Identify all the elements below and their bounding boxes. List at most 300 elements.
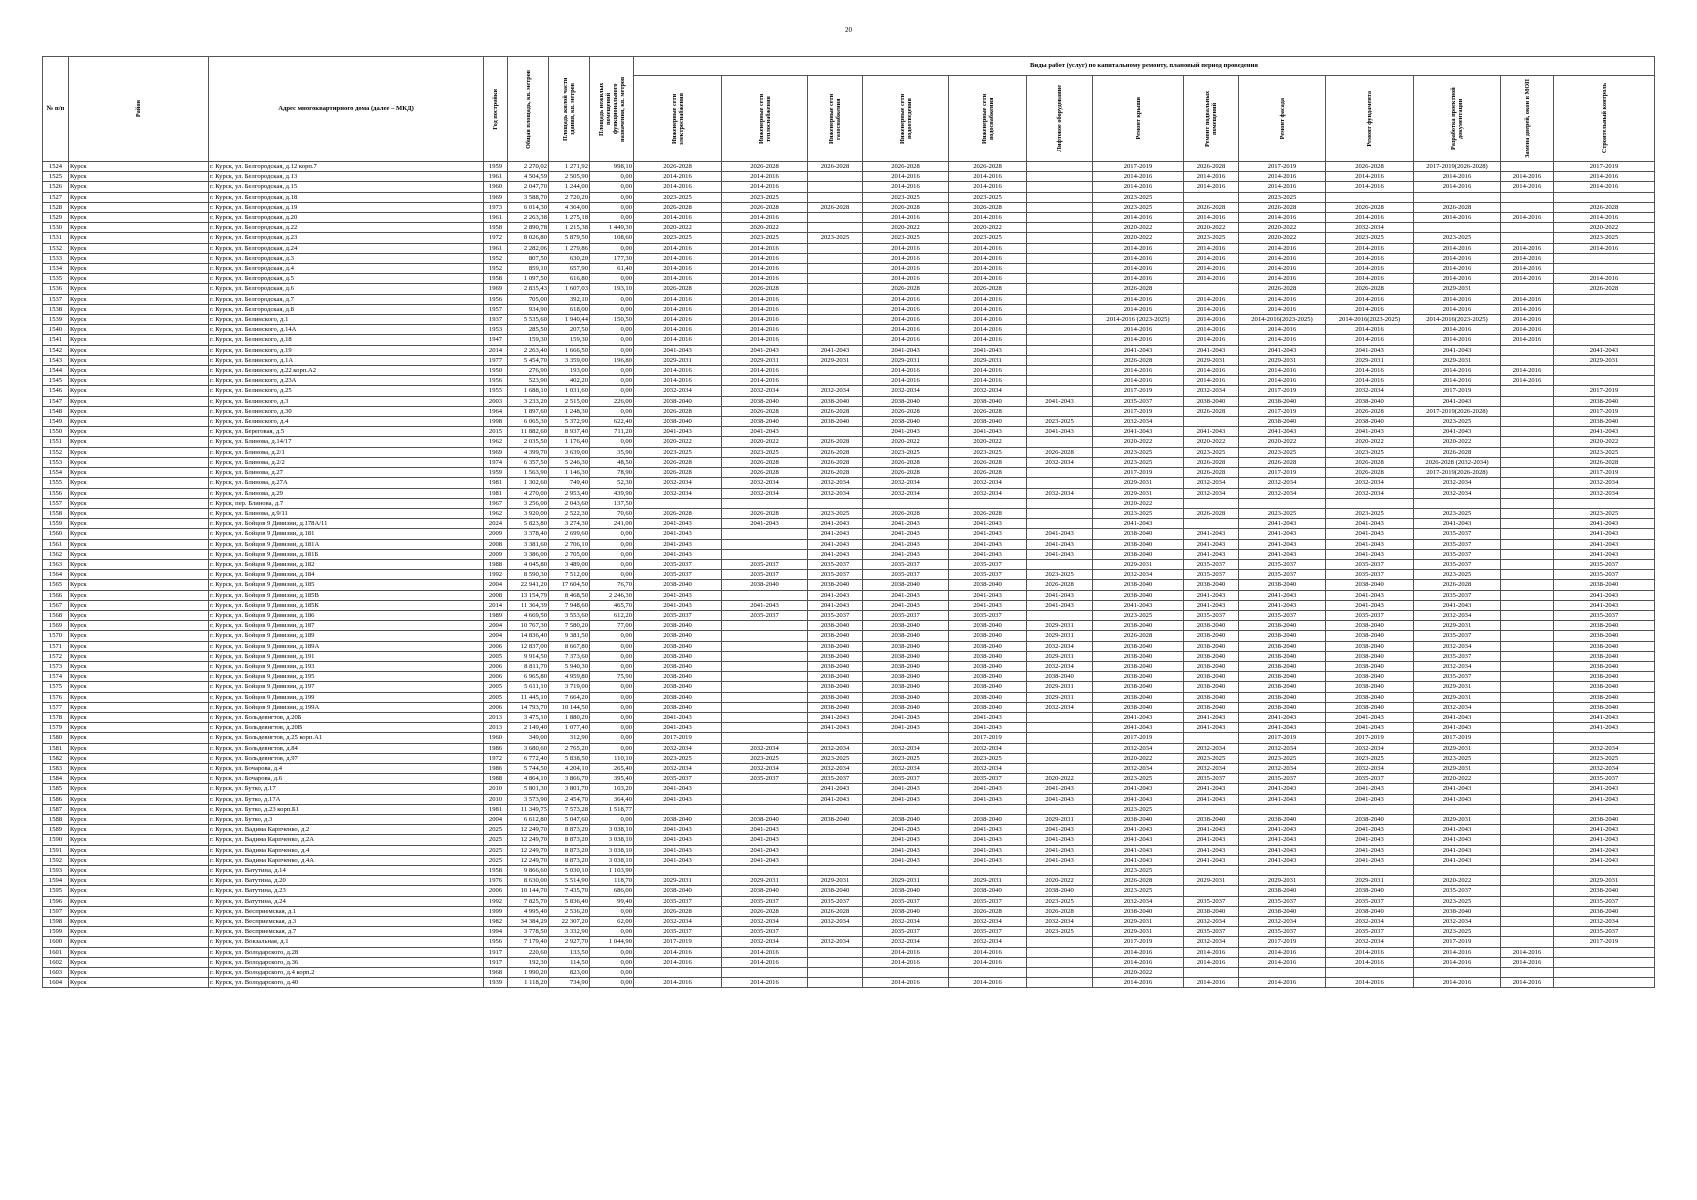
table-cell xyxy=(722,661,808,671)
table-cell: 2032-2034 xyxy=(863,937,949,947)
table-cell: 2017-2019 xyxy=(1239,937,1326,947)
table-cell: 2020-2022 xyxy=(1414,876,1501,886)
table-cell xyxy=(1027,753,1093,763)
table-cell: 2041-2043 xyxy=(1326,600,1414,610)
table-cell: 2014-2016 xyxy=(1239,294,1326,304)
table-cell: 2041-2043 xyxy=(1184,825,1239,835)
table-cell: 2032-2034 xyxy=(949,917,1027,927)
table-cell xyxy=(1501,570,1554,580)
table-cell: 1960 xyxy=(484,182,508,192)
table-cell: 2032-2034 xyxy=(1093,570,1184,580)
table-cell: 2 454,70 xyxy=(549,794,590,804)
table-cell: 2038-2040 xyxy=(863,906,949,916)
table-cell: 1988 xyxy=(484,559,508,569)
table-cell: г. Курск, ул. Бойцов 9 Дивизии, д.184 xyxy=(209,570,484,580)
table-cell: 2014-2016 xyxy=(722,325,808,335)
table-cell: 2035-2037 xyxy=(949,774,1027,784)
table-cell: 2041-2043 xyxy=(1554,825,1655,835)
table-cell xyxy=(1027,386,1093,396)
table-cell: 2023-2025 xyxy=(722,447,808,457)
table-cell: 2038-2040 xyxy=(863,672,949,682)
table-cell: 0,00 xyxy=(590,631,634,641)
table-cell: 2023-2025 xyxy=(863,753,949,763)
table-row xyxy=(43,468,1655,478)
table-row xyxy=(43,478,1655,488)
table-cell: 657,90 xyxy=(549,264,590,274)
table-cell xyxy=(1184,192,1239,202)
table-cell: 2038-2040 xyxy=(1239,886,1326,896)
table-cell: 2032-2034 xyxy=(1184,763,1239,773)
table-cell xyxy=(1027,172,1093,182)
table-cell: 2035-2037 xyxy=(1184,570,1239,580)
table-cell: 2038-2040 xyxy=(1326,396,1414,406)
table-cell: г. Курск, ул. Больдевнгтов, д.20Б xyxy=(209,712,484,722)
table-cell: Курск xyxy=(69,712,209,722)
table-row xyxy=(43,600,1655,610)
table-cell: 2014-2016(2023-2025) xyxy=(1239,315,1326,325)
table-cell: 2038-2040 xyxy=(634,815,722,825)
table-cell: 2032-2034 xyxy=(1184,743,1239,753)
table-cell: 9 381,50 xyxy=(549,631,590,641)
table-cell: 2032-2034 xyxy=(949,937,1027,947)
table-cell: 2014-2016 xyxy=(863,376,949,386)
table-cell xyxy=(1027,366,1093,376)
table-cell: 1603 xyxy=(43,968,69,978)
table-cell: 4 995,40 xyxy=(508,906,549,916)
table-cell: 2041-2043 xyxy=(1414,519,1501,529)
table-cell: 2014-2016 xyxy=(1093,376,1184,386)
table-cell xyxy=(1414,192,1501,202)
table-cell: 2041-2043 xyxy=(1239,600,1326,610)
table-cell: 2014-2016 xyxy=(634,376,722,386)
table-cell: 0,00 xyxy=(590,723,634,733)
table-cell: 2041-2043 xyxy=(1184,600,1239,610)
table-row xyxy=(43,345,1655,355)
table-cell xyxy=(1501,774,1554,784)
table-cell: 2023-2025 xyxy=(1093,192,1184,202)
table-row xyxy=(43,457,1655,467)
table-cell: 2026-2028 xyxy=(722,162,808,172)
table-cell: 2014 xyxy=(484,600,508,610)
table-cell: 3 256,00 xyxy=(508,498,549,508)
table-cell xyxy=(722,539,808,549)
table-cell: 2014-2016 xyxy=(1093,172,1184,182)
table-cell: 2032-2034 xyxy=(1184,917,1239,927)
table-cell: 2041-2043 xyxy=(1239,712,1326,722)
table-cell: 2032-2034 xyxy=(722,478,808,488)
table-cell: 2032-2034 xyxy=(1027,488,1093,498)
table-cell: 22 941,20 xyxy=(508,580,549,590)
table-cell: 616,80 xyxy=(549,274,590,284)
table-cell: 108,60 xyxy=(590,233,634,243)
table-cell: 2035-2037 xyxy=(949,570,1027,580)
table-cell xyxy=(1027,947,1093,957)
table-cell: 2041-2043 xyxy=(1326,590,1414,600)
table-cell: 11 882,60 xyxy=(508,427,549,437)
table-cell xyxy=(1501,192,1554,202)
table-cell: 2029-2031 xyxy=(1093,927,1184,937)
table-cell: 34 384,29 xyxy=(508,917,549,927)
table-cell: 2032-2034 xyxy=(949,478,1027,488)
table-cell: Курск xyxy=(69,406,209,416)
table-cell xyxy=(808,325,863,335)
table-cell: 2023-2025 xyxy=(1184,447,1239,457)
table-cell: 2014-2016 xyxy=(634,274,722,284)
table-cell: г. Курск, ул. Весприемская, д.1 xyxy=(209,906,484,916)
table-cell: 0,00 xyxy=(590,437,634,447)
table-cell: 1569 xyxy=(43,621,69,631)
table-cell: 2041-2043 xyxy=(1093,712,1184,722)
table-cell: 2041-2043 xyxy=(1027,855,1093,865)
table-cell: 2014-2016 xyxy=(1093,243,1184,253)
table-cell: 1969 xyxy=(484,284,508,294)
table-cell: 2014-2016 xyxy=(634,325,722,335)
table-cell: 2026-2028 xyxy=(1554,284,1655,294)
table-cell: 2041-2043 xyxy=(1239,855,1326,865)
table-cell: г. Курск, ул. Белгородская, д.20 xyxy=(209,213,484,223)
table-cell: 2014-2016 xyxy=(1239,335,1326,345)
table-cell xyxy=(1501,345,1554,355)
table-cell: 2014-2016(2023-2025) xyxy=(1414,315,1501,325)
table-cell: 2041-2043 xyxy=(1027,825,1093,835)
table-cell xyxy=(1501,386,1554,396)
table-cell: 1563 xyxy=(43,559,69,569)
table-cell: 2026-2028 xyxy=(634,284,722,294)
table-cell: 2041-2043 xyxy=(863,549,949,559)
table-cell: 0,00 xyxy=(590,213,634,223)
table-cell: 2038-2040 xyxy=(1326,672,1414,682)
table-cell: 2014-2016 xyxy=(1501,264,1554,274)
table-cell: 2029-2031 xyxy=(1554,876,1655,886)
table-cell: 2017-2019 xyxy=(1554,406,1655,416)
table-cell: 2020-2022 xyxy=(1093,753,1184,763)
table-cell: 2035-2037 xyxy=(1184,927,1239,937)
table-cell: 2014-2016 xyxy=(722,172,808,182)
table-cell: 110,10 xyxy=(590,753,634,763)
table-cell: 1529 xyxy=(43,213,69,223)
table-cell: 2041-2043 xyxy=(1554,539,1655,549)
table-cell: 2041-2043 xyxy=(863,855,949,865)
table-cell: 2041-2043 xyxy=(1239,345,1326,355)
table-cell: 2029-2031 xyxy=(863,355,949,365)
table-cell xyxy=(722,529,808,539)
table-cell xyxy=(863,498,949,508)
table-cell: 2014-2016 xyxy=(1501,304,1554,314)
table-cell xyxy=(949,498,1027,508)
table-row xyxy=(43,825,1655,835)
table-row xyxy=(43,366,1655,376)
table-cell xyxy=(1501,427,1554,437)
table-cell: 2041-2043 xyxy=(808,600,863,610)
table-cell: Курск xyxy=(69,896,209,906)
table-cell: 2038-2040 xyxy=(808,661,863,671)
table-cell: 2014-2016 xyxy=(1326,304,1414,314)
table-cell: 2038-2040 xyxy=(1184,580,1239,590)
table-cell: 2020-2022 xyxy=(722,223,808,233)
table-cell: 2041-2043 xyxy=(1554,590,1655,600)
table-cell: 2032-2034 xyxy=(1184,478,1239,488)
table-row xyxy=(43,519,1655,529)
table-cell xyxy=(1554,733,1655,743)
table-cell: 1961 xyxy=(484,243,508,253)
table-cell: 2014-2016 xyxy=(949,947,1027,957)
table-cell: 2038-2040 xyxy=(1093,529,1184,539)
table-cell: 2 927,70 xyxy=(549,937,590,947)
table-cell: 5 836,40 xyxy=(549,896,590,906)
table-cell: 2026-2028 xyxy=(634,406,722,416)
table-cell: 1593 xyxy=(43,866,69,876)
table-cell: 2014-2016 xyxy=(1501,172,1554,182)
table-cell xyxy=(808,284,863,294)
table-cell: 2035-2037 xyxy=(1184,559,1239,569)
table-cell: 2014-2016 xyxy=(634,366,722,376)
table-cell xyxy=(1554,315,1655,325)
table-cell: г. Курск, ул. Бочарова, д.4 xyxy=(209,763,484,773)
table-cell xyxy=(1027,763,1093,773)
table-cell xyxy=(1239,968,1326,978)
table-cell xyxy=(808,927,863,937)
table-cell: 2035-2037 xyxy=(1184,610,1239,620)
table-cell: 1917 xyxy=(484,957,508,967)
table-row xyxy=(43,927,1655,937)
table-cell: 523,90 xyxy=(508,376,549,386)
table-cell: 2035-2037 xyxy=(1414,886,1501,896)
table-cell: 2010 xyxy=(484,794,508,804)
table-cell: 2026-2028 xyxy=(1326,406,1414,416)
table-cell: Курск xyxy=(69,284,209,294)
header-work-type: Инженерные сети водоснабжения xyxy=(949,76,1027,162)
table-cell: 1562 xyxy=(43,549,69,559)
table-cell: 2014-2016 xyxy=(1414,978,1501,988)
table-cell xyxy=(1501,519,1554,529)
table-cell: 2035-2037 xyxy=(634,774,722,784)
table-cell: 2020-2022 xyxy=(1184,437,1239,447)
table-cell: 2038-2040 xyxy=(808,641,863,651)
table-cell: 2014-2016 xyxy=(634,264,722,274)
table-cell: 2038-2040 xyxy=(1239,580,1326,590)
table-cell: 2038-2040 xyxy=(1326,631,1414,641)
table-cell: 2035-2037 xyxy=(1414,549,1501,559)
table-cell: 5 744,50 xyxy=(508,763,549,773)
table-cell: 312,90 xyxy=(549,733,590,743)
table-cell: 2014-2016 xyxy=(1326,957,1414,967)
table-cell: 2035-2037 xyxy=(634,559,722,569)
table-cell: г. Курск, ул. Вадима Карпченко, д.4 xyxy=(209,845,484,855)
table-cell xyxy=(1239,498,1326,508)
table-cell: 2014-2016 xyxy=(1554,274,1655,284)
table-cell: г. Курск, ул. Белгородская, д.13 xyxy=(209,172,484,182)
table-cell: 1538 xyxy=(43,304,69,314)
table-cell: 2041-2043 xyxy=(949,590,1027,600)
table-cell: 6 065,30 xyxy=(508,417,549,427)
table-cell: 2023-2025 xyxy=(863,233,949,243)
table-cell xyxy=(1027,733,1093,743)
table-cell xyxy=(1501,804,1554,814)
table-row xyxy=(43,794,1655,804)
table-cell: г. Курск, ул. Вадима Карпченко, д.2А xyxy=(209,835,484,845)
table-cell: г. Курск, ул. Ватутина, д.24 xyxy=(209,896,484,906)
table-row xyxy=(43,845,1655,855)
table-cell: 2014-2016 xyxy=(1239,264,1326,274)
table-cell: Курск xyxy=(69,172,209,182)
table-cell: 2014-2016 xyxy=(1554,213,1655,223)
table-cell: 2020-2022 xyxy=(634,223,722,233)
table-cell: 1973 xyxy=(484,202,508,212)
table-cell: 2014-2016 xyxy=(1501,957,1554,967)
table-cell: 2038-2040 xyxy=(1093,651,1184,661)
table-cell: 2032-2034 xyxy=(1027,641,1093,651)
table-cell: 2032-2034 xyxy=(808,763,863,773)
table-cell: 1548 xyxy=(43,406,69,416)
table-cell: г. Курск, ул. Больдевнгтов, д.20В xyxy=(209,723,484,733)
table-cell: 2023-2025 xyxy=(634,192,722,202)
table-cell xyxy=(1501,743,1554,753)
table-cell: 2014-2016 xyxy=(1414,304,1501,314)
table-cell: 1999 xyxy=(484,906,508,916)
table-cell: 193,10 xyxy=(590,284,634,294)
table-cell: 2041-2043 xyxy=(1326,519,1414,529)
table-cell: 2 047,70 xyxy=(508,182,549,192)
table-cell: 2026-2028 xyxy=(1093,876,1184,886)
table-row xyxy=(43,876,1655,886)
table-cell: 2014-2016 xyxy=(1239,243,1326,253)
table-cell: 2014-2016 xyxy=(1326,213,1414,223)
table-cell: 2041-2043 xyxy=(1326,794,1414,804)
table-cell: 2014-2016 xyxy=(722,264,808,274)
table-cell xyxy=(1027,437,1093,447)
table-cell: 2041-2043 xyxy=(1554,427,1655,437)
table-cell: 2029-2031 xyxy=(1027,692,1093,702)
table-cell: Курск xyxy=(69,672,209,682)
table-cell: 1578 xyxy=(43,712,69,722)
table-cell: 2038-2040 xyxy=(1184,906,1239,916)
table-cell xyxy=(1554,366,1655,376)
table-cell: 2023-2025 xyxy=(1239,447,1326,457)
table-cell: г. Курск, ул. Больдевнгтов, д.97 xyxy=(209,753,484,763)
table-cell: 7 573,28 xyxy=(549,804,590,814)
table-cell: 2014-2016 xyxy=(1184,274,1239,284)
table-cell: 1976 xyxy=(484,876,508,886)
table-cell xyxy=(1501,417,1554,427)
table-cell: 1962 xyxy=(484,437,508,447)
table-cell: 0,00 xyxy=(590,927,634,937)
table-cell: Курск xyxy=(69,763,209,773)
table-cell: 1 215,38 xyxy=(549,223,590,233)
table-cell: Курск xyxy=(69,315,209,325)
table-cell: 2035-2037 xyxy=(863,927,949,937)
table-cell: 2020-2022 xyxy=(863,223,949,233)
table-cell: 2014-2016 xyxy=(1501,335,1554,345)
table-cell: Курск xyxy=(69,774,209,784)
table-cell xyxy=(1501,672,1554,682)
table-cell: 3 386,00 xyxy=(508,549,549,559)
table-cell: 22 307,20 xyxy=(549,917,590,927)
table-cell: 2023-2025 xyxy=(949,192,1027,202)
table-cell: 2026-2028 xyxy=(949,162,1027,172)
table-cell: 2038-2040 xyxy=(1027,672,1093,682)
table-cell xyxy=(1501,549,1554,559)
table-row xyxy=(43,172,1655,182)
table-cell: 2038-2040 xyxy=(722,815,808,825)
table-cell xyxy=(808,335,863,345)
table-cell xyxy=(1554,335,1655,345)
table-cell: 2020-2022 xyxy=(1093,437,1184,447)
table-cell: 2041-2043 xyxy=(1239,835,1326,845)
table-cell: 2014-2016 xyxy=(722,182,808,192)
table-cell: 2038-2040 xyxy=(1326,661,1414,671)
table-cell: 2005 xyxy=(484,651,508,661)
table-row xyxy=(43,498,1655,508)
table-cell: 2023-2025 xyxy=(1093,866,1184,876)
table-cell: 2014-2016 xyxy=(1326,172,1414,182)
table-row xyxy=(43,815,1655,825)
table-cell: Курск xyxy=(69,468,209,478)
table-cell: 2020-2022 xyxy=(1239,437,1326,447)
table-row xyxy=(43,743,1655,753)
table-cell: 2041-2043 xyxy=(1554,712,1655,722)
table-cell: 241,00 xyxy=(590,519,634,529)
table-cell: 2020-2022 xyxy=(1554,223,1655,233)
table-cell: 1534 xyxy=(43,264,69,274)
table-cell: 1 271,92 xyxy=(549,162,590,172)
table-row xyxy=(43,253,1655,263)
table-cell: 2014-2016 xyxy=(863,978,949,988)
table-cell: 2038-2040 xyxy=(949,815,1027,825)
table-cell: 2014-2016 xyxy=(1326,947,1414,957)
table-cell: 1531 xyxy=(43,233,69,243)
table-cell xyxy=(1501,162,1554,172)
table-cell: 8 873,20 xyxy=(549,855,590,865)
table-cell: 2035-2037 xyxy=(634,927,722,937)
table-cell: 2026-2028 xyxy=(1326,162,1414,172)
table-cell: 2035-2037 xyxy=(1554,570,1655,580)
table-cell: 8 630,00 xyxy=(508,876,549,886)
table-cell: 1567 xyxy=(43,600,69,610)
table-cell: 2038-2040 xyxy=(1184,631,1239,641)
table-cell: 2035-2037 xyxy=(949,610,1027,620)
table-cell: 1535 xyxy=(43,274,69,284)
table-cell xyxy=(949,804,1027,814)
table-cell: 2032-2034 xyxy=(863,743,949,753)
table-cell: 2014-2016 xyxy=(1239,366,1326,376)
table-cell xyxy=(1554,947,1655,957)
table-cell: Курск xyxy=(69,549,209,559)
table-cell: 2014-2016 xyxy=(1326,182,1414,192)
table-cell: Курск xyxy=(69,723,209,733)
table-cell: 0,00 xyxy=(590,386,634,396)
table-cell: 2017-2019 xyxy=(1414,386,1501,396)
table-cell: 2038-2040 xyxy=(863,702,949,712)
table-cell: 1 118,20 xyxy=(508,978,549,988)
table-cell: 2014-2016 xyxy=(1501,253,1554,263)
table-cell: 2029-2031 xyxy=(1239,876,1326,886)
table-cell: 2035-2037 xyxy=(1414,631,1501,641)
table-cell: 1604 xyxy=(43,978,69,988)
table-cell: 8 873,20 xyxy=(549,825,590,835)
table-cell: 2026-2028 xyxy=(863,202,949,212)
table-cell xyxy=(1501,682,1554,692)
table-row xyxy=(43,906,1655,916)
table-cell: 5 454,70 xyxy=(508,355,549,365)
table-cell: 2026-2028 xyxy=(722,906,808,916)
table-cell: 2023-2025 xyxy=(1093,886,1184,896)
table-cell: 2014-2016 xyxy=(722,335,808,345)
table-cell: 2038-2040 xyxy=(1239,417,1326,427)
table-cell: 2020-2022 xyxy=(722,437,808,447)
table-cell: 618,00 xyxy=(549,304,590,314)
table-cell: 2038-2040 xyxy=(808,580,863,590)
table-cell: 2038-2040 xyxy=(1554,692,1655,702)
